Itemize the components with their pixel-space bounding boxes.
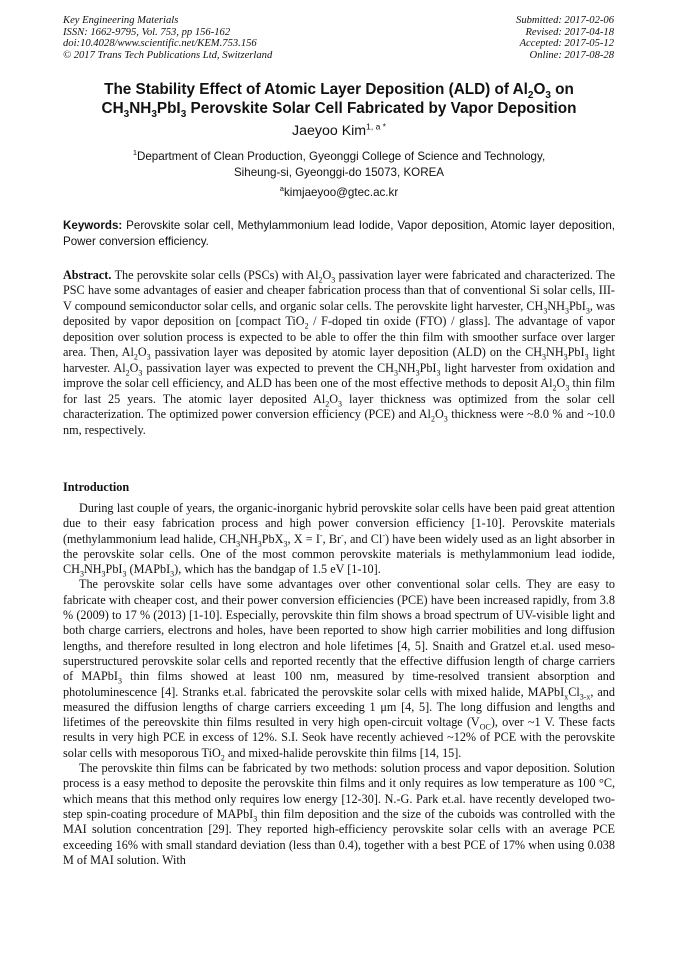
abstract: Abstract. The perovskite solar cells (PSCs) with $Al_2O_3$ passivation layer were fabricated and characterized. The PSC have some advantages of easier and cheaper fabrication process than that of conventional Si solar cells, III-V compound semiconductor solar cells, and organic solar cells. The perovskite light harvester, $CH_3NH_3PbI_3$, was deposited by vapor deposition on [compact TiO$_2$ / F-doped tin oxide (FTO) / glass]. The advantage of vapor deposition over solution process is expected to be able to offer the thin film with smoother surface over larger area. Then, $Al_2O_3$ passivation layer was deposited by atomic layer deposition (ALD) on the $CH_3NH_3PbI_3$ light harvester. $Al_2O_3$ passivation layer was expected to prevent the $CH_3NH_3PbI_3$ light harvester from oxidation and improve the solar cell efficiency, and ALD has been one of the most effective methods to deposit $Al_2O_3$ thin film for last 25 years. The atomic layer deposited $Al_2O_3$ layer thickness was optimized from the solar cell characterization. The optimized power conversion efficiency (PCE) and $Al_2O_3$ thickness were ~8.0 % and ~10.0 nm, respectively. [63,268,616,437]
author-line [0,123,678,139]
date-revised: Revised: 2017-04-18 [525,26,614,38]
publication-dates [516,15,614,61]
journal-name: Key Engineering Materials [63,15,179,26]
paragraph: The perovskite thin films can be fabricated by two methods: solution process and vapor deposition. Solution process is a easy method to deposite the perovskite thin films and it only requires as low temperature as 100 °C, which means that this method only requires low energy [12-30]. N.-G. Park et.al. have recently developed two-step spin-coating procedure of MAPbI$_3$ thin film deposition and the size of the cuboids was controlled with the MAI solution concentration [29]. They reported high-efficiency perovskite solar cells with an average PCE exceeding 16% with small standard deviation (less than 0.4), together with a best PCE of 17% when using 0.038 M of MAI solution. With [63,761,615,867]
author-name: Jaeyoo Kim [292,123,367,139]
title-line-1: The Stability Effect of Atomic Layer Deposition (ALD) of $Al_2O_3$ on [104,81,574,102]
author-email: $^a$kimjaeyoo@gtec.ac.kr [279,184,399,199]
paper-title [40,80,638,121]
journal-info [63,15,272,61]
affiliation: $^1$Department of Clean Production, Gyeonggi College of Science and Technology, Siheung-si, Gyeonggi-do 15073, KOREA [132,148,546,179]
author-marks: 1, a * [366,121,386,132]
date-online: Online: 2017-08-28 [529,49,614,61]
date-submitted: Submitted: 2017-02-06 [516,15,614,26]
introduction-body [63,501,615,868]
title-line-2: $CH_3NH_3PbI_3$ Perovskite Solar Cell Fabricated by Vapor Deposition [101,100,577,121]
email-address: kimjaeyoo@gtec.ac.kr [283,186,399,199]
paragraph: The perovskite solar cells have some advantages over other conventional solar cells. They are easy to fabricate with cheaper cost, and their power conversion efficiencies (PCE) have been increased rapidly, from 3.8 % (2009) to 17 % (2013) [1-10]. Especially, perovskite thin film shows a broad spectrum of UV-visible light and both charge carriers, electrons and holes, have been reported to show high carrier mobilities and long diffusion lengths, and therefore resulted in long electron and hole lifetimes [4, 5]. Snaith and Gratzel et.al. used meso-superstructured perovskite solar cells and reported recently that the effective diffusion length of charge carriers of MAPbI$_3$ thin films showed at least 100 nm, measured by time-resolved transient absorption and photoluminescence [4]. Stranks et.al. fabricated the perovskite solar cells with mixed halide, $MAPbI_xCl_{3-x}$, and measured the diffusion lengths of charge carriers exceeding 1 μm [4, 5]. The long diffusion and lengths and lifetimes of the pereovskite thin films resulted in very high open-circuit voltage $(V_{OC})$, over ~1 V. These facts results in very high PCE in excess of 12%. S.I. Seok have recently achieved ~12% of PCE with the perovskite solar cells with mesoporous TiO$_2$ and mixed-halide perovskite thin films [14, 15]. [63,577,616,763]
paragraph: During last couple of years, the organic-inorganic hybrid perovskite solar cells have been paid great attention due to their easy fabrication process and high power conversion efficiency [1-10]. Perovskite materials (methylammonium lead halide, $CH_3NH_3PbX_3$, X = I-, Br-, and Cl-) have been widely used as an light absorber in the perovskite solar cells. One of the most common perovskite materials is methylammonium lead iodide, $CH_3NH_3PbI_3$ (MAPbI$_3$), which has the bandgap of 1.5 eV [1-10]. [63,501,616,579]
date-accepted: Accepted: 2017-05-12 [519,38,614,50]
journal-issn: ISSN: 1662-9795, Vol. 753, pp 156-162 [63,26,231,38]
keywords [63,218,615,250]
abstract-label: Abstract. [63,268,112,282]
section-heading-introduction: Introduction [63,480,130,494]
keywords-label: Keywords: [63,219,123,232]
journal-doi: doi:10.4028/www.scientific.net/KEM.753.156 [63,38,257,50]
journal-copyright: © 2017 Trans Tech Publications Ltd, Switzerland [63,49,273,61]
keywords-text: Perovskite solar cell, Methylammonium lead Iodide, Vapor deposition, Atomic layer deposition, Power conversion efficiency. [63,219,615,248]
